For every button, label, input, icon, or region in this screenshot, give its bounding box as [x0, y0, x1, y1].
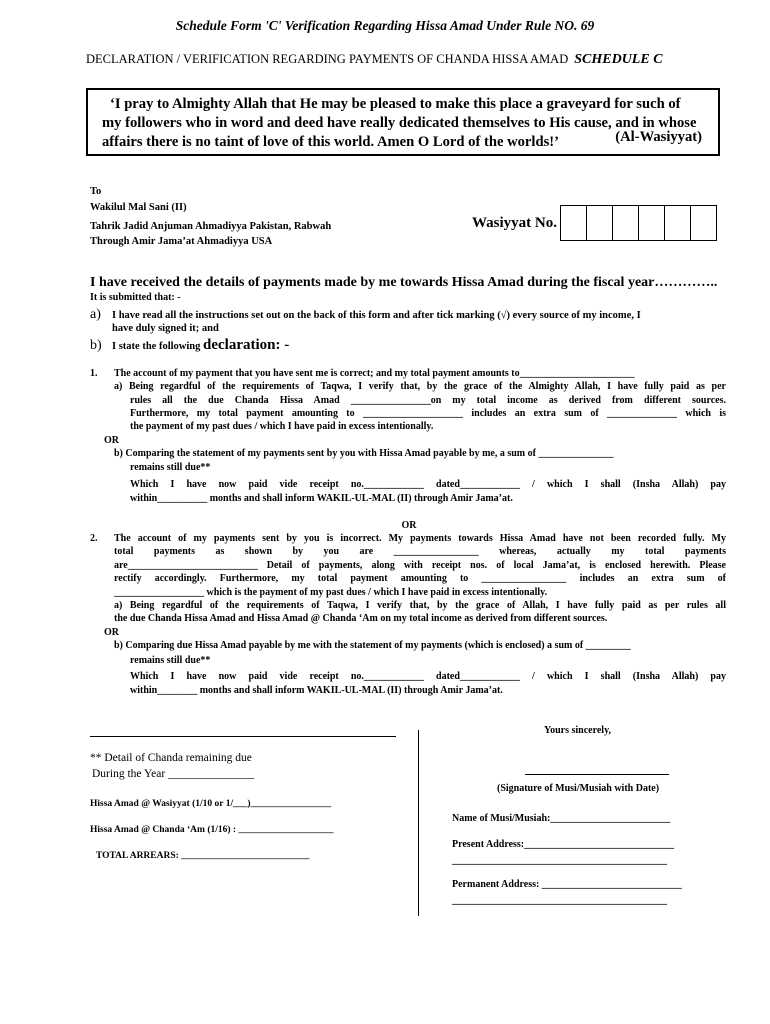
item-a-marker: a) [90, 307, 101, 322]
section-1b-line-1: b) Comparing the statement of my payments sent by you with Hissa Amad payable by me, a sum of _______________ [114, 448, 614, 459]
chanda-rate-field[interactable]: Hissa Amad @ Chanda ‘Am (1/16) : ____________________ [90, 825, 334, 835]
section-1a-line-2: rules all the due Chanda Hissa Amad ________________on my total income as derived from different sources. [130, 395, 726, 406]
footer-vertical-divider [418, 730, 419, 916]
address-line-1: Wakilul Mal Sani (II) [90, 202, 187, 213]
quote-line-1: ‘I pray to Almighty Allah that He may be pleased to make this place a graveyard for such of [110, 96, 681, 112]
item-a [90, 307, 641, 323]
section-1-number: 1. [90, 368, 98, 379]
wasiyyat-no-label: Wasiyyat No. [472, 215, 558, 231]
section-2b-line-1: b) Comparing due Hissa Amad payable by me with the statement of my payments (which is enclosed) a sum of _________ [114, 640, 631, 651]
section-2-line-4: rectify accordingly. Furthermore, my total payment amounting to _________________ includes an extra sum of [114, 573, 726, 584]
item-b [90, 337, 289, 354]
item-b-text: I state the following [112, 341, 201, 352]
wasiyyat-digit-box[interactable] [639, 206, 665, 240]
item-a-line-1: I have read all the instructions set out on the back of this form and after tick marking (√) every source of my income, I [112, 310, 641, 321]
detail-title [90, 752, 252, 766]
section-2a-line-2: the due Chanda Hissa Amad and Hissa Amad @ Chanda ‘Am on my total income as derived from different sources. [114, 613, 608, 624]
section-1a-line-1: a) Being regardful of the requirements of Taqwa, I verify that, by the grace of the Almighty Allah, I have fully paid as per [114, 381, 726, 392]
wasiyyat-no-boxes[interactable] [560, 205, 717, 241]
yours-sincerely: Yours sincerely, [544, 725, 612, 736]
item-a-line-2: have duly signed it; and [112, 323, 219, 334]
section-2-line-3: are__________________________ Detail of payments, along with receipt nos. of local Jama’at, is enclosed herewith. Please [114, 560, 726, 571]
section-1b-line-3: Which I have now paid vide receipt no.____________ dated____________ / which I shall (Insha Allah) pay [130, 479, 726, 490]
detail-title-text: ** Detail of Chanda remaining due [90, 752, 252, 764]
signature-caption: (Signature of Musi/Musiah with Date) [497, 783, 660, 794]
form-title: Schedule Form 'C' Verification Regarding Hissa Amad Under Rule NO. 69 [175, 18, 595, 33]
total-arrears-field[interactable]: TOTAL ARREARS: ___________________________ [96, 851, 310, 861]
address-line-2: Tahrik Jadid Anjuman Ahmadiyya Pakistan, Rabwah [90, 221, 332, 232]
section-2b-line-2: remains still due** [130, 655, 211, 666]
section-1b-line-2: remains still due** [130, 462, 211, 473]
section-2b-line-3: Which I have now paid vide receipt no.____________ dated____________ / which I shall (Insha Allah) pay [130, 671, 726, 682]
schedule-label: SCHEDULE C [574, 52, 663, 67]
wasiyyat-digit-box[interactable] [561, 206, 587, 240]
present-address-field[interactable]: Present Address:______________________________ [452, 839, 675, 850]
wasiyyat-digit-box[interactable] [665, 206, 691, 240]
present-address-line-2[interactable]: ___________________________________________ [452, 855, 667, 866]
section-1b-line-4: within__________ months and shall inform WAKIL-UL-MAL (II) through Amir Jama’at. [130, 493, 513, 504]
quote-line-3: affairs there is no taint of love of this world. Amen O Lord of the worlds!’ [102, 134, 559, 150]
section-2-line-2: total payments as shown by you are _________________ whereas, actually my total payments [114, 546, 726, 557]
section-2-number: 2. [90, 533, 98, 544]
section-2-or-2: OR [104, 627, 119, 638]
quote-line-2: my followers who in word and deed have really dedicated themselves to His cause, and in whose [102, 115, 697, 131]
permanent-address-line-2[interactable]: ___________________________________________ [452, 895, 667, 906]
address-line-3: Through Amir Jama’at Ahmadiyya USA [90, 236, 273, 247]
section-2a-line-1: a) Being regardful of the requirements of Taqwa, I verify that, by the grace of Allah, I have fully paid as per rules all [114, 600, 726, 611]
section-1-lead: The account of my payment that you have sent me is correct; and my total payment amounts to_______________________ [114, 368, 635, 379]
section-1a-line-3: Furthermore, my total payment amounting to ____________________ includes an extra sum of ______________ which is [130, 408, 726, 419]
submitted-line: It is submitted that: - [90, 292, 181, 303]
quote-source: (Al-Wasiyyat) [615, 129, 702, 145]
wasiyyat-digit-box[interactable] [587, 206, 613, 240]
quote-box [86, 88, 720, 156]
name-field[interactable]: Name of Musi/Musiah:________________________ [452, 813, 671, 824]
item-b-declaration: declaration: - [203, 337, 290, 353]
wasiyyat-digit-box[interactable] [691, 206, 716, 240]
item-b-marker: b) [90, 338, 102, 353]
footer-separator-line [90, 736, 396, 737]
section-2-or: OR [401, 520, 417, 531]
signature-line[interactable] [525, 774, 669, 775]
declaration-text: DECLARATION / VERIFICATION REGARDING PAYMENTS OF CHANDA HISSA AMAD [86, 52, 569, 66]
wasiyyat-rate-field[interactable]: Hissa Amad @ Wasiyyat (1/10 or 1/___)_________________ [90, 799, 332, 809]
received-statement: I have received the details of payments made by me towards Hissa Amad during the fiscal year………….. [90, 275, 718, 290]
declaration-heading [86, 52, 663, 68]
section-2-line-5: __________________ which is the payment of my past dues / which I have paid in excess intentionally. [114, 587, 548, 598]
permanent-address-field[interactable]: Permanent Address: ____________________________ [452, 879, 682, 890]
section-2b-line-4: within________ months and shall inform WAKIL-UL-MAL (II) through Amir Jama’at. [130, 685, 503, 696]
section-2-line-1: The account of my payments sent by you is incorrect. My payments towards Hissa Amad have not been recorded fully. My [114, 533, 726, 544]
address-to: To [90, 186, 102, 197]
during-year-field[interactable]: During the Year _______________ [92, 768, 255, 780]
section-1a-line-4: the payment of my past dues / which I have paid in excess intentionally. [130, 421, 434, 432]
wasiyyat-digit-box[interactable] [613, 206, 639, 240]
section-1-or: OR [104, 435, 119, 446]
